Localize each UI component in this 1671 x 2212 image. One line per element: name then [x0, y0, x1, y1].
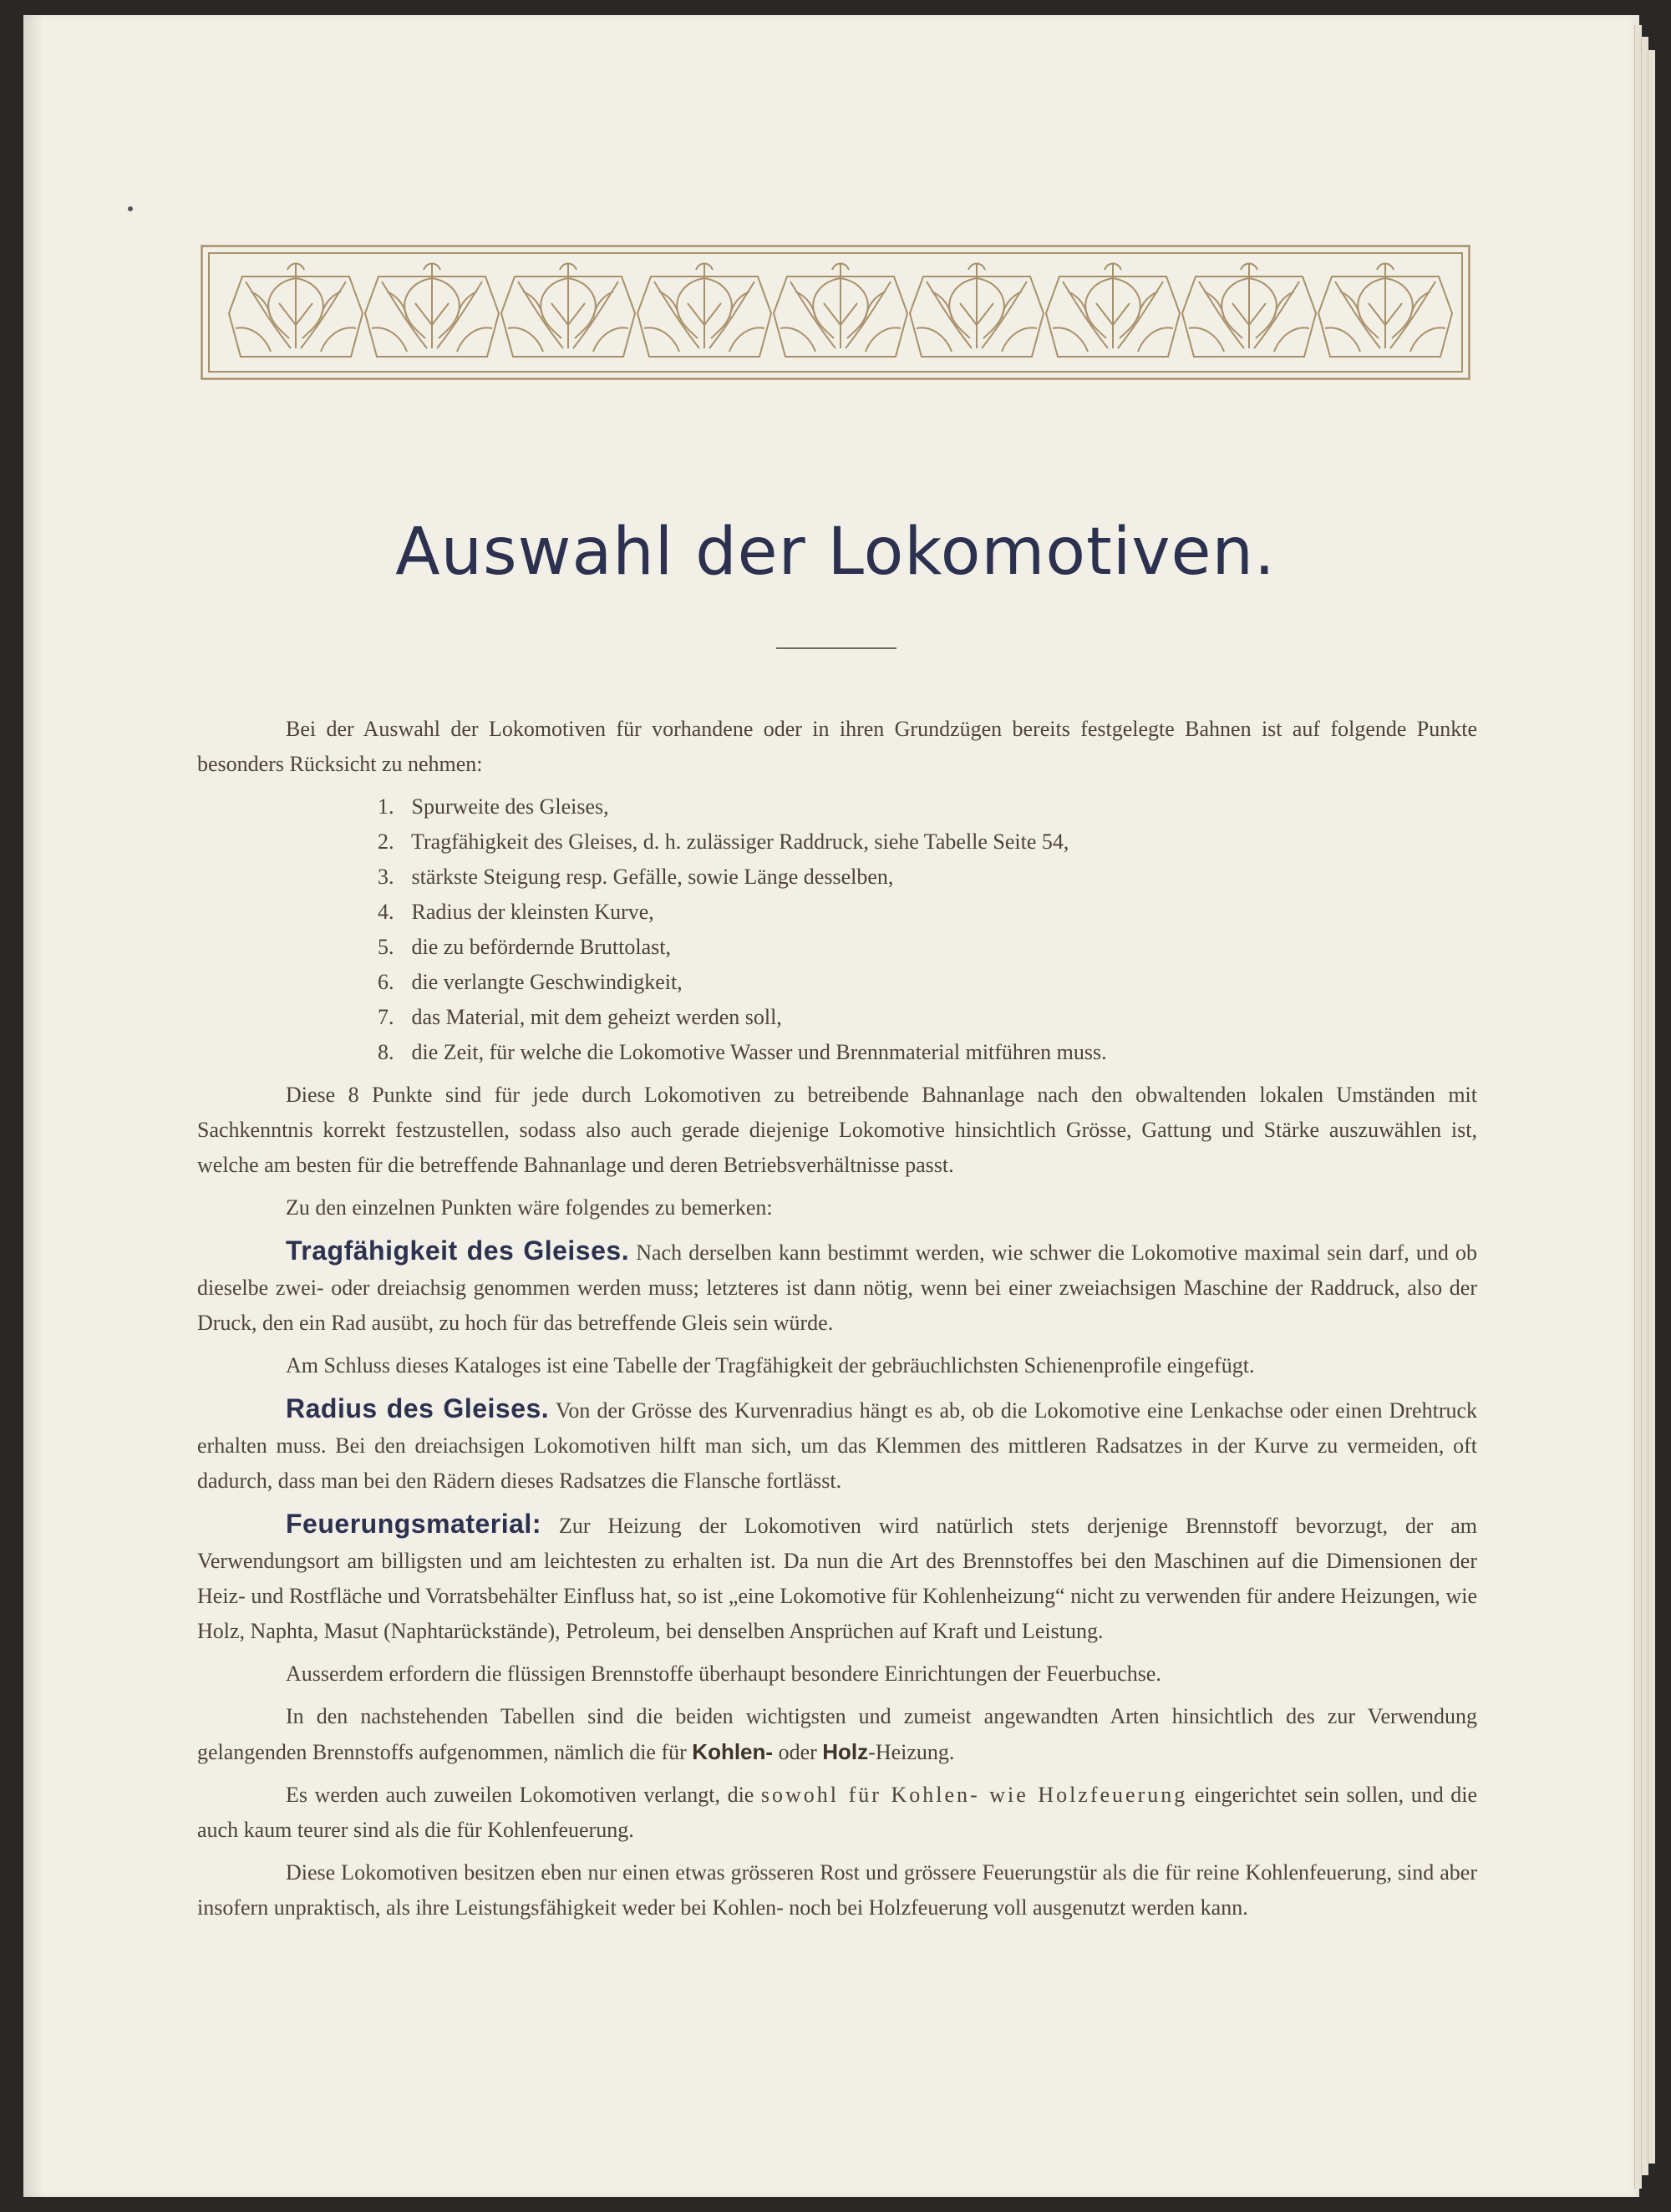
- rost-paragraph: Diese Lokomotiven besitzen eben nur einen etwas grösseren Rost und grössere Feuerungstür als die für reine Kohlenfeuerung, sind aber insofern unpraktisch, als ihre Leistungsfähigkeit weder bei Kohlen- noch bei Holzfeuerung voll ausgenutzt werden kann.: [197, 1860, 1477, 1920]
- points-list: [197, 789, 1477, 1070]
- kohlen-label: Kohlen-: [692, 1739, 774, 1764]
- list-item: 6. die verlangte Geschwindigkeit,: [378, 970, 683, 994]
- list-item: 5. die zu befördernde Bruttolast,: [378, 935, 671, 959]
- list-item: 3. stärkste Steigung resp. Gefälle, sowie Länge desselben,: [378, 865, 894, 889]
- section-radius: [197, 1391, 1477, 1499]
- zuweilen-paragraph: Es werden auch zuweilen Lokomotiven verlangt, die sowohl für Kohlen- wie Holzfeuerung eingerichtet sein sollen, und die auch kaum teurer sind als die für Kohlenfeuerung.: [197, 1783, 1478, 1842]
- paper-speck: [128, 206, 133, 211]
- spine-shadow: [23, 15, 43, 2197]
- page-title: Auswahl der Lokomotiven.: [395, 515, 1276, 590]
- section-heading: Feuerungsmaterial:: [286, 1509, 541, 1539]
- spaced-emphasis: sowohl für Kohlen- wie Holzfeuerung: [760, 1783, 1188, 1807]
- section-tragfaehigkeit: [197, 1233, 1477, 1341]
- list-item: 7. das Material, mit dem geheizt werden soll,: [378, 1005, 782, 1029]
- title-divider: [776, 647, 896, 649]
- list-item: 8. die Zeit, für welche die Lokomotive Wasser und Brennmaterial mitführen muss.: [378, 1040, 1107, 1064]
- section-text: Zur Heizung der Lokomotiven wird natürlich stets derjenige Brennstoff bevorzugt, der am Verwendungsort am billigsten und am leichtesten zu erhalten ist. Da nun die Art des Brennstoffes bei den Maschinen auf die Dimensionen der Heiz- und Rostfläche und Vorratsbehälter Einfluss hat, so ist „eine Lokomotive für Kohlenheizung“ nicht zu verwenden für andere Heizungen, wie Holz, Naphta, Masut (Naphtarückstände), Petroleum, bei denselben Ansprüchen auf Kraft und Leistung.: [197, 1514, 1477, 1643]
- remarks-paragraph: Zu den einzelnen Punkten wäre folgendes zu bemerken:: [286, 1195, 773, 1220]
- section-heading: Radius des Gleises.: [286, 1393, 550, 1423]
- document-body: [197, 712, 1477, 1933]
- page-edge: [1648, 50, 1655, 2164]
- section-heading: Tragfähigkeit des Gleises.: [286, 1235, 630, 1266]
- section-text: Von der Grösse des Kurvenradius hängt es ab, ob die Lokomotive eine Lenkachse oder einen Drehtruck erhalten muss. Bei den dreiachsigen Lokomotiven hilft man sich, um das Klemmen des mittleren Radsatzes in der Kurve zu vermeiden, oft dadurch, dass man bei den Rädern dieses Radsatzes die Flansche fortlässt.: [197, 1398, 1478, 1493]
- holz-label: Holz: [822, 1739, 869, 1764]
- list-item: 2. Tragfähigkeit des Gleises, d. h. zulässiger Raddruck, siehe Tabelle Seite 54,: [378, 830, 1069, 854]
- intro-paragraph: Bei der Auswahl der Lokomotiven für vorhandene oder in ihren Grundzügen bereits festgelegte Bahnen ist auf folgende Punkte besonders Rücksicht zu nehmen:: [197, 717, 1477, 776]
- points-paragraph: Diese 8 Punkte sind für jede durch Lokomotiven zu betreibende Bahnanlage nach den obwaltenden lokalen Umständen mit Sachkenntnis korrekt festzustellen, sodass also auch gerade diejenige Lokomotive hinsichtlich Grösse, Gattung und Stärke auszuwählen ist, welche am besten für die betreffende Bahnanlage und deren Betriebsverhältnisse passt.: [197, 1083, 1477, 1177]
- tabellen-paragraph: In den nachstehenden Tabellen sind die beiden wichtigsten und zumeist angewandten Arten hinsichtlich des zur Verwendung gelangenden Brennstoffs aufgenommen, nämlich die für Kohlen- oder Holz-Heizung.: [197, 1704, 1477, 1764]
- list-item: 1. Spurweite des Gleises,: [378, 794, 609, 819]
- list-item: 4. Radius der kleinsten Kurve,: [378, 900, 654, 924]
- ausserdem-paragraph: Ausserdem erfordern die flüssigen Brennstoffe überhaupt besondere Einrichtungen der Feuerbuchse.: [286, 1662, 1161, 1686]
- katalog-paragraph: Am Schluss dieses Kataloges ist eine Tabelle der Tragfähigkeit der gebräuchlichsten Schienenprofile eingefügt.: [286, 1353, 1255, 1377]
- section-feuerung: [197, 1506, 1477, 1649]
- ornament-border: [201, 245, 1470, 380]
- art-nouveau-ornament-border-icon: [201, 245, 1470, 380]
- section-text: Nach derselben kann bestimmt werden, wie schwer die Lokomotive maximal sein darf, und ob dieselbe zwei- oder dreiachsig genommen werden muss; letzteres ist dann nötig, wenn bei einer zweiachsigen Maschine der Raddruck, also der Druck, den ein Rad ausübt, zu hoch für das betreffende Gleis sein würde.: [197, 1240, 1477, 1335]
